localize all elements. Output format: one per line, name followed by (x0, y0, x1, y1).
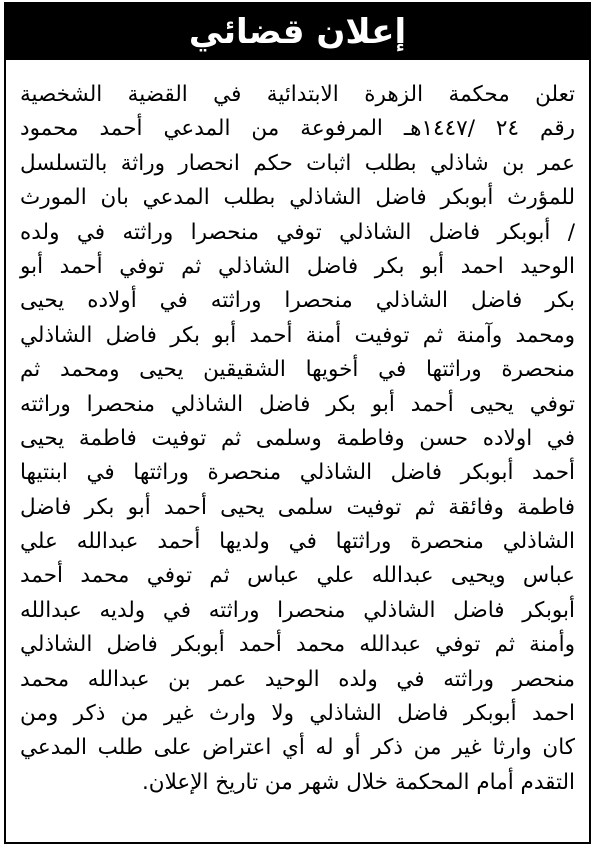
notice-header (6, 4, 589, 60)
notice-title: إعلان قضائي (188, 12, 407, 52)
notice-line: أبوبكر فاضل الشاذلي منحصرا وراثته في ولديه عبدالله (20, 597, 575, 623)
notice-line: في اولاده حسن وفاطمة وسلمى ثم توفيت فاطمة يحيى (20, 425, 575, 451)
notice-line: التقدم أمام المحكمة خلال شهر من تاريخ الإعلان. (141, 769, 575, 795)
notice-line: للمؤرث أبوبكر فاضل الشاذلي بطلب المدعي بان المورث (20, 185, 575, 211)
notice-line: ومحمد وآمنة ثم توفيت أمنة أحمد أبو بكر فاضل الشاذلي (20, 322, 575, 348)
notice-line: الشاذلي منحصرة وراثتها في ولديها أحمد عبدالله علي (20, 529, 575, 555)
notice-line: توفي يحيى أحمد أبو بكر فاضل الشاذلي منحصرا وراثته (20, 391, 575, 417)
notice-line: وأمنة ثم توفي عبدالله محمد أحمد أبوبكر فاضل الشاذلي (20, 632, 575, 658)
notice-line: عباس ويحيى عبدالله علي عباس ثم توفي محمد أحمد (20, 563, 575, 589)
notice-line: منحصر وراثته في ولده الوحيد عمر بن عبدالله محمد (20, 666, 575, 692)
notice-line: أحمد أبوبكر فاضل الشاذلي منحصرة وراثتها في ابنتيها (20, 460, 575, 486)
notice-line: فاطمة وفائقة ثم توفيت سلمى يحيى أحمد أبو بكر فاضل (20, 494, 575, 520)
notice-line: منحصرة وراثتها في أخويها الشقيقين يحيى ومحمد ثم (20, 357, 575, 383)
notice-line: كان وارثا غير من ذكر أو له أي اعتراض على طلب المدعي (20, 735, 575, 761)
notice-line: عمر بن شاذلي بطلب اثبات حكم انحصار وراثة بالتسلسل (20, 150, 575, 176)
notice-body (20, 78, 575, 800)
notice-line: احمد أبوبكر فاضل الشاذلي ولا وارث غير من ذكر ومن (20, 701, 575, 727)
notice-line: الوحيد احمد أبو بكر فاضل الشاذلي ثم توفي أحمد أبو (20, 253, 575, 279)
notice-line: رقم ٢٤ /١٤٤٧هـ المرفوعة من المدعي أحمد محمود (20, 116, 575, 142)
notice-line: تعلن محكمة الزهرة الابتدائية في القضية الشخصية (20, 82, 575, 107)
notice-line: بكر فاضل الشاذلي منحصرا وراثته في أولاده يحيى (20, 288, 575, 314)
notice-line: / أبوبكر فاضل الشاذلي توفي منحصرا وراثته في ولده (20, 219, 575, 245)
notice-frame (4, 2, 591, 844)
